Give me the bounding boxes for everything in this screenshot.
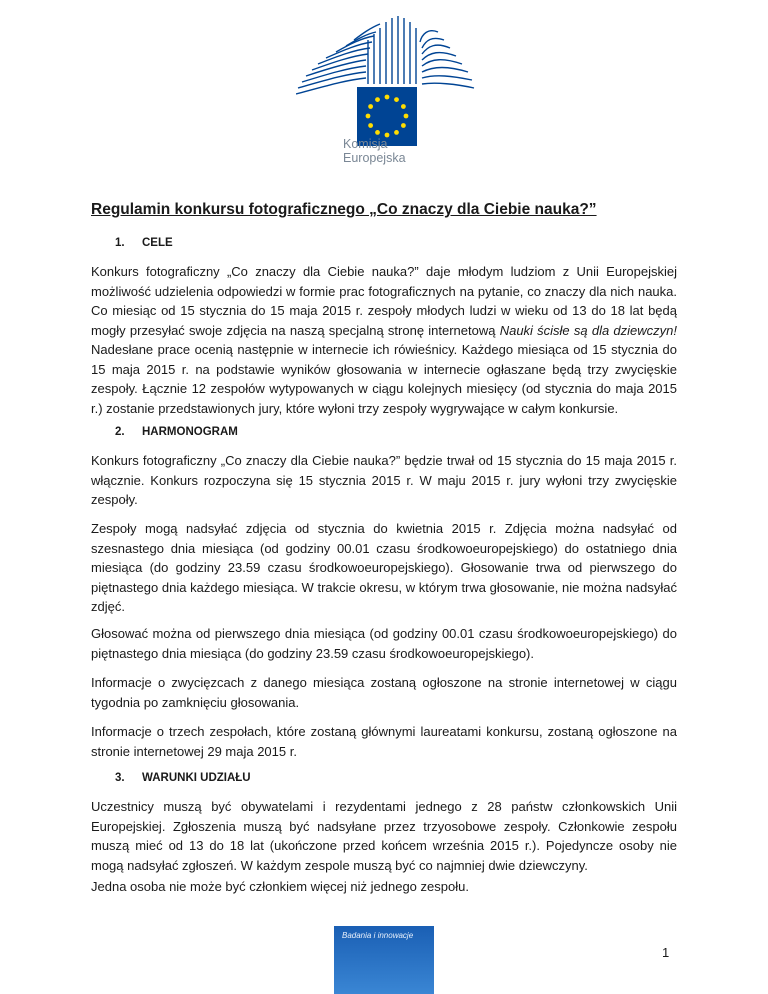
footer-band-text: Badania i innowacje: [342, 931, 414, 940]
section-number: 3.: [115, 772, 125, 784]
section-title: WARUNKI UDZIAŁU: [142, 772, 251, 784]
logo-line-1: Komisja: [343, 137, 388, 151]
paragraph: Informacje o trzech zespołach, które zostaną głównymi laureatami konkursu, zostaną ogłoszone na stronie internetowej 29 maja 2015 r.: [91, 724, 677, 759]
logo-wordmark: [343, 137, 406, 165]
paragraph: Głosować można od pierwszego dnia miesiąca (od godziny 00.01 czasu środkowoeuropejskiego) do piętnastego dnia miesiąca (do godziny 23.59 czasu środkowoeuropejskiego).: [91, 626, 677, 661]
section-heading-warunki: [115, 772, 251, 784]
section-title: CELE: [142, 237, 173, 249]
section-title: HARMONOGRAM: [142, 426, 238, 438]
paragraph: Zespoły mogą nadsyłać zdjęcia od stycznia do kwietnia 2015 r. Zdjęcia można nadsyłać od szesnastego dnia miesiąca (od godziny 00.01 czasu środkowoeuropejskiego) do ostatniego dnia miesiąca (do godziny 23.59 czasu środkowoeuropejskiego). Głosowanie trwa od pierwszego do piętnastego dnia każdego miesiąca. W trakcie okresu, w którym trwa głosowanie, nie można nadsyłać zdjęć.: [91, 521, 677, 614]
section-heading-harmonogram: [115, 426, 238, 438]
paragraph-text: Konkurs fotograficzny „Co znaczy dla Ciebie nauka?” daje młodym ludziom z Unii Europejskiej możliwość udzielenia odpowiedzi w formie prac fotograficznych na pytanie, co znaczy dla nich nauka. Co miesiąc od 15 stycznia do 15 maja 2015 r. zespoły młodych ludzi w wieku od 13 do 18 lat będą mogły przesyłać swoje zdjęcia na naszą specjalną stronę internetową: [91, 264, 677, 338]
paragraph: Jedna osoba nie może być członkiem więcej niż jednego zespołu.: [91, 879, 469, 894]
european-commission-logo: [296, 14, 476, 189]
paragraph: [91, 262, 677, 418]
logo-line-2: Europejska: [343, 151, 406, 165]
paragraph-text: Nadesłane prace ocenią następnie w internecie ich rówieśnicy. Każdego miesiąca od 15 stycznia do 15 maja 2015 r. na podstawie wyników głosowania w internecie ogłaszane będą trzy zwycięskie zespoły. Łącznie 12 zespołów wytypowanych w ciągu kolejnych miesięcy (od stycznia do maja 2015 r.) zostanie przedstawionych jury, które wyłoni trzy zespoły wygrywające w całym konkursie.: [91, 342, 677, 416]
section-heading-cele: [115, 237, 173, 249]
section-number: 1.: [115, 237, 125, 249]
paragraph: Konkurs fotograficzny „Co znaczy dla Ciebie nauka?” będzie trwał od 15 stycznia do 15 maja 2015 r. włącznie. Konkurs rozpoczyna się 15 stycznia 2015 r. W maju 2015 r. jury wyłoni trzy zwycięskie zespoły.: [91, 453, 677, 507]
page-number: 1: [662, 945, 670, 960]
document-title: Regulamin konkursu fotograficznego „Co znaczy dla Ciebie nauka?”: [91, 201, 597, 218]
website-name: Nauki ścisłe są dla dziewczyn!: [499, 322, 677, 338]
footer-band: [334, 926, 434, 994]
paragraph: Uczestnicy muszą być obywatelami i rezydentami jednego z 28 państw członkowskich Unii Europejskiej. Zgłoszenia muszą być nadsyłane przez trzyosobowe zespoły. Członkowie zespołu muszą mieć od 13 do 18 lat (ukończone przed końcem września 2015 r.). Pojedyncze osoby nie mogą nadsyłać zgłoszeń. W każdym zespole muszą być co najmniej dwie dziewczyny.: [91, 799, 677, 873]
section-number: 2.: [115, 426, 125, 438]
paragraph: Informacje o zwycięzcach z danego miesiąca zostaną ogłoszone na stronie internetowej w ciągu tygodnia po zamknięciu głosowania.: [91, 675, 677, 710]
